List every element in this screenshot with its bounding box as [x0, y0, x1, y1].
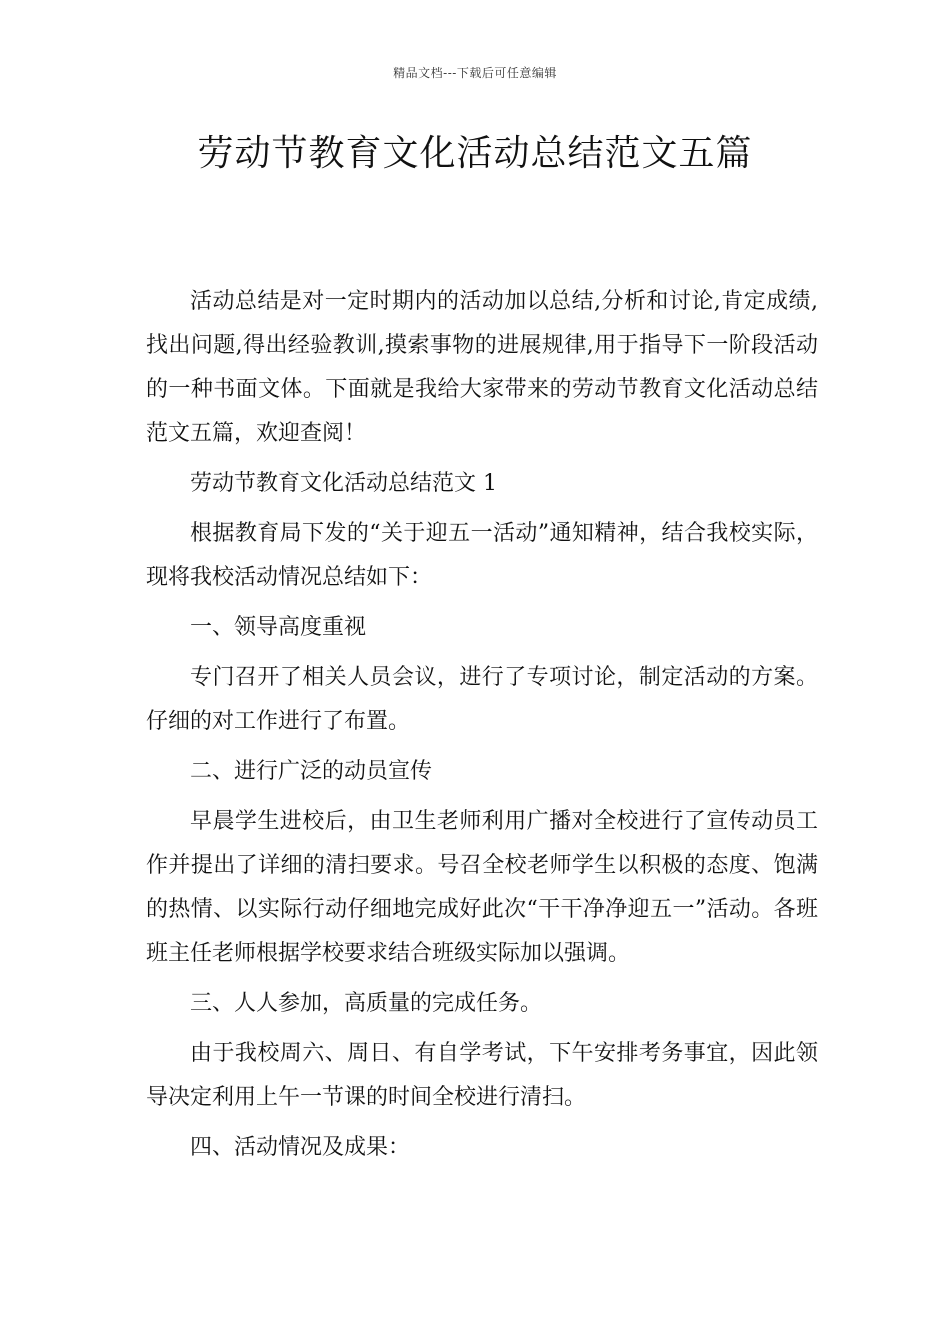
document-body [146, 280, 818, 1176]
paragraph-meeting: 专门召开了相关人员会议，进行了专项讨论，制定活动的方案。仔细的对工作进行了布置。 [146, 665, 818, 734]
header-note: 精品文档---下载后可任意编辑 [393, 66, 557, 80]
heading-participation: 三、人人参加，高质量的完成任务。 [190, 991, 543, 1016]
heading-results: 四、活动情况及成果： [190, 1135, 411, 1160]
paragraph-morning: 早晨学生进校后，由卫生老师利用广播对全校进行了宣传动员工作并提出了详细的清扫要求。号召全校老师学生以积极的态度、饱满的热情、以实际行动仔细地完成好此次“干干净净迎五一”活动。各班班主任老师根据学校要求结合班级实际加以强调。 [146, 809, 818, 966]
heading-leadership: 一、领导高度重视 [190, 615, 367, 640]
intro-paragraph: 活动总结是对一定时期内的活动加以总结,分析和讨论,肯定成绩,找出问题,得出经验教训,摸索事物的进展规律,用于指导下一阶段活动的一种书面文体。下面就是我给大家带来的劳动节教育文化活动总结范文五篇，欢迎查阅！ [146, 289, 818, 446]
heading-publicity: 二、进行广泛的动员宣传 [190, 759, 433, 784]
paragraph-schedule: 由于我校周六、周日、有自学考试，下午安排考务事宜，因此领导决定利用上午一节课的时间全校进行清扫。 [146, 1041, 818, 1110]
document-title: 劳动节教育文化活动总结范文五篇 [197, 133, 753, 174]
paragraph-basis: 根据教育局下发的“关于迎五一活动”通知精神，结合我校实际，现将我校活动情况总结如下： [146, 521, 818, 590]
section-title-1: 劳动节教育文化活动总结范文 1 [190, 471, 497, 496]
